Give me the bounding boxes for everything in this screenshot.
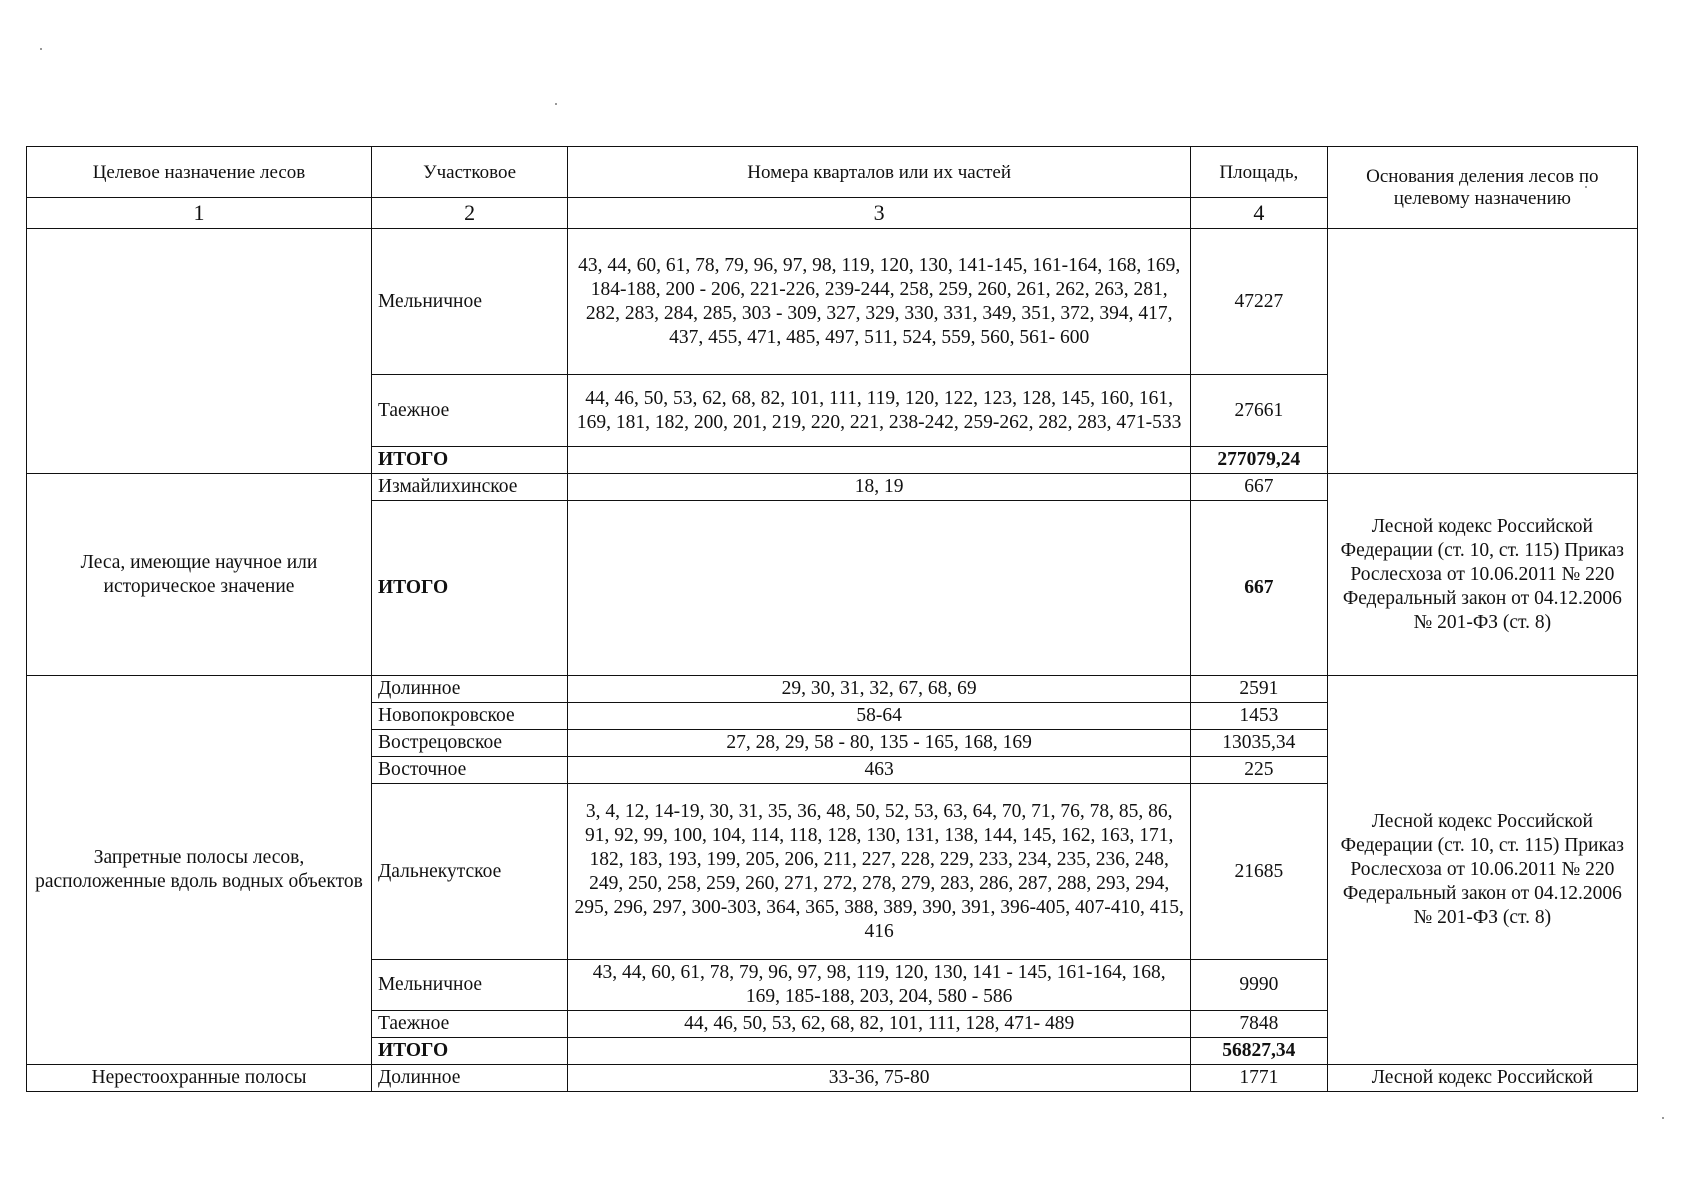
area-cell: 27661 (1191, 375, 1328, 447)
district-cell: Измайлихинское (371, 474, 567, 501)
quarters-cell-empty (568, 501, 1191, 676)
scan-speck (1585, 186, 1587, 188)
area-cell: 9990 (1191, 960, 1328, 1011)
quarters-cell: 43, 44, 60, 61, 78, 79, 96, 97, 98, 119, 120, 130, 141-145, 161-164, 168, 169, 184-188, 200 - 206, 221-226, 239-244, 258, 259, 260, 261, 262, 263, 281, 282, 283, 284, 285, 303 - 309, 327, 329, 330, 331, 349, 351, 372, 394, 417, 437, 455, 471, 485, 497, 511, 524, 559, 560, 561- 600 (568, 229, 1191, 375)
quarters-cell: 44, 46, 50, 53, 62, 68, 82, 101, 111, 128, 471- 489 (568, 1011, 1191, 1038)
column-number-4: 4 (1191, 198, 1328, 229)
table-row (27, 1065, 1638, 1092)
scan-speck (555, 103, 557, 105)
quarters-cell: 58-64 (568, 703, 1191, 730)
area-cell: 1453 (1191, 703, 1328, 730)
total-area: 667 (1191, 501, 1328, 676)
scan-speck (1662, 1117, 1664, 1119)
total-area: 277079,24 (1191, 447, 1328, 474)
district-cell: Мельничное (371, 960, 567, 1011)
district-cell: Долинное (371, 676, 567, 703)
quarters-cell: 18, 19 (568, 474, 1191, 501)
basis-cell: Лесной кодекс Российской (1327, 1065, 1637, 1092)
header-quarters: Номера кварталов или их частей (568, 147, 1191, 198)
column-number-2: 2 (371, 198, 567, 229)
purpose-cell: Нерестоохранные полосы (27, 1065, 372, 1092)
area-cell: 225 (1191, 757, 1328, 784)
area-cell: 2591 (1191, 676, 1328, 703)
total-label: ИТОГО (371, 501, 567, 676)
basis-cell: Лесной кодекс Российской Федерации (ст. 10, ст. 115) Приказ Рослесхоза от 10.06.2011 № 220 Федеральный закон от 04.12.2006 № 201-ФЗ (ст. 8) (1327, 676, 1637, 1065)
header-district: Участковое (371, 147, 567, 198)
table-row (27, 229, 1638, 375)
district-cell: Таежное (371, 375, 567, 447)
basis-cell-continued (1327, 229, 1637, 474)
quarters-cell: 33-36, 75-80 (568, 1065, 1191, 1092)
district-cell: Новопокровское (371, 703, 567, 730)
quarters-cell: 29, 30, 31, 32, 67, 68, 69 (568, 676, 1191, 703)
table-row (27, 676, 1638, 703)
area-cell: 1771 (1191, 1065, 1328, 1092)
quarters-cell: 44, 46, 50, 53, 62, 68, 82, 101, 111, 119, 120, 122, 123, 128, 145, 160, 161, 169, 181, 182, 200, 201, 219, 220, 221, 238-242, 259-262, 282, 283, 471-533 (568, 375, 1191, 447)
quarters-cell: 43, 44, 60, 61, 78, 79, 96, 97, 98, 119, 120, 130, 141 - 145, 161-164, 168, 169, 185-188, 203, 204, 580 - 586 (568, 960, 1191, 1011)
quarters-cell: 463 (568, 757, 1191, 784)
district-cell: Вострецовское (371, 730, 567, 757)
purpose-cell-continued (27, 229, 372, 474)
header-area: Площадь, (1191, 147, 1328, 198)
area-cell: 7848 (1191, 1011, 1328, 1038)
basis-cell: Лесной кодекс Российской Федерации (ст. 10, ст. 115) Приказ Рослесхоза от 10.06.2011 № 220 Федеральный закон от 04.12.2006 № 201-ФЗ (ст. 8) (1327, 474, 1637, 676)
area-cell: 47227 (1191, 229, 1328, 375)
scan-speck (40, 48, 42, 50)
column-number-1: 1 (27, 198, 372, 229)
quarters-cell-empty (568, 447, 1191, 474)
header-basis: Основания деления лесов по целевому назначению (1327, 147, 1637, 229)
district-cell: Восточное (371, 757, 567, 784)
area-cell: 21685 (1191, 784, 1328, 960)
purpose-cell: Запретные полосы лесов, расположенные вдоль водных объектов (27, 676, 372, 1065)
district-cell: Долинное (371, 1065, 567, 1092)
district-cell: Таежное (371, 1011, 567, 1038)
area-cell: 13035,34 (1191, 730, 1328, 757)
forest-purpose-table (26, 146, 1638, 1092)
header-purpose: Целевое назначение лесов (27, 147, 372, 198)
total-label: ИТОГО (371, 1038, 567, 1065)
table-header-row (27, 147, 1638, 198)
total-label: ИТОГО (371, 447, 567, 474)
area-cell: 667 (1191, 474, 1328, 501)
district-cell: Мельничное (371, 229, 567, 375)
column-number-3: 3 (568, 198, 1191, 229)
total-area: 56827,34 (1191, 1038, 1328, 1065)
quarters-cell: 27, 28, 29, 58 - 80, 135 - 165, 168, 169 (568, 730, 1191, 757)
table-row (27, 474, 1638, 501)
district-cell: Дальнекутское (371, 784, 567, 960)
purpose-cell: Леса, имеющие научное или историческое значение (27, 474, 372, 676)
quarters-cell: 3, 4, 12, 14-19, 30, 31, 35, 36, 48, 50, 52, 53, 63, 64, 70, 71, 76, 78, 85, 86, 91, 92, 99, 100, 104, 114, 118, 128, 130, 131, 138, 144, 145, 162, 163, 171, 182, 183, 193, 199, 205, 206, 211, 227, 228, 229, 233, 234, 235, 236, 248, 249, 250, 258, 259, 260, 271, 272, 278, 279, 283, 286, 287, 288, 293, 294, 295, 296, 297, 300-303, 364, 365, 388, 389, 390, 391, 396-405, 407-410, 415, 416 (568, 784, 1191, 960)
quarters-cell-empty (568, 1038, 1191, 1065)
